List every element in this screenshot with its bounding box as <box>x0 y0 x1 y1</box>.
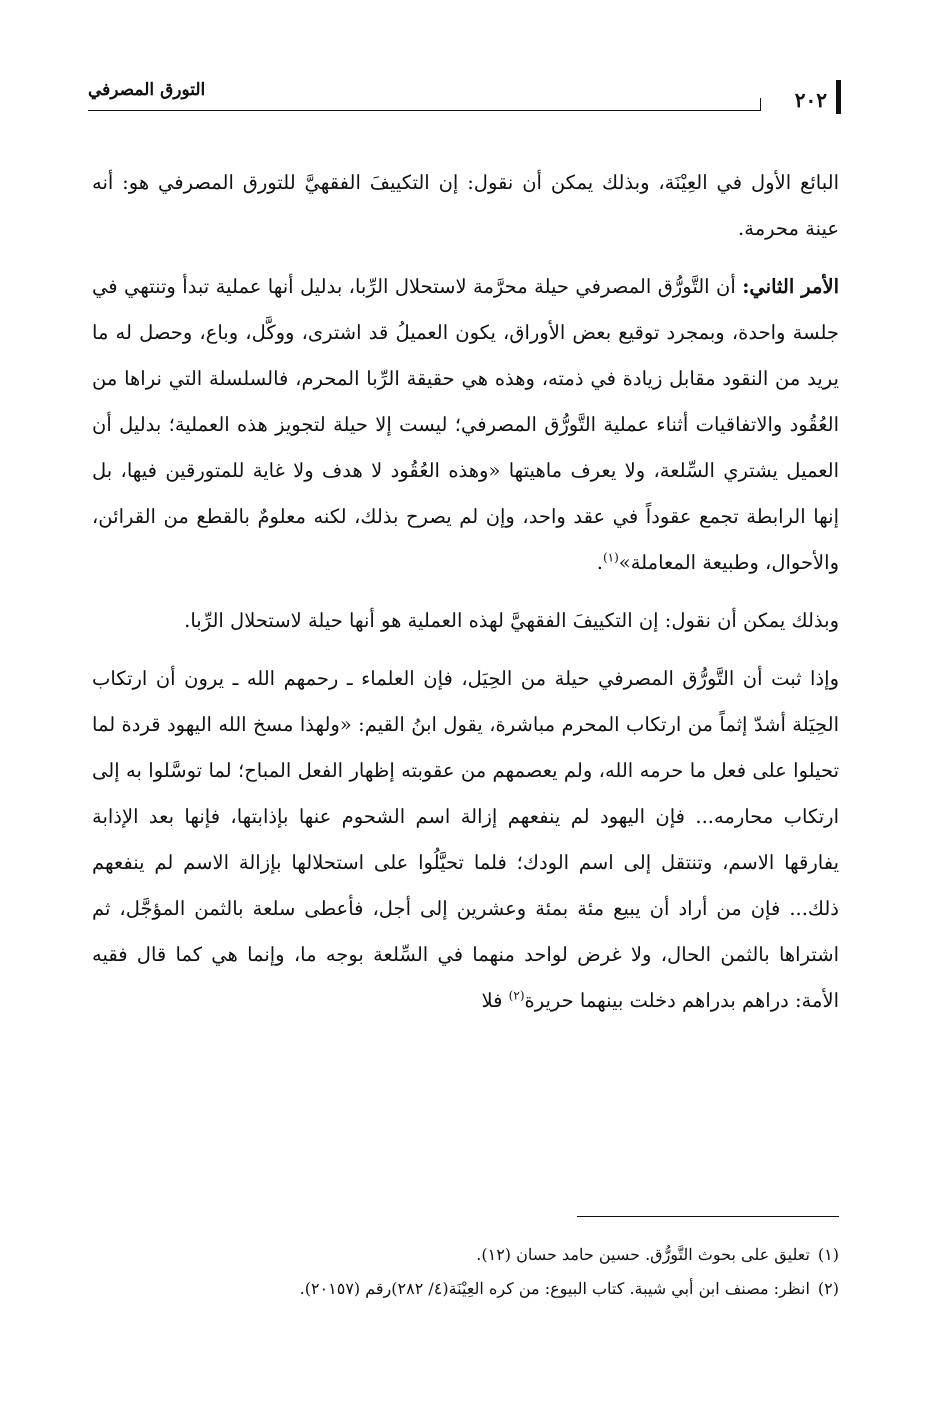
footnote-number: (٢) <box>817 1279 839 1298</box>
paragraph-4-text: وإذا ثبت أن التَّورُّق المصرفي حيلة من الحِيَل، فإن العلماء ـ رحمهم الله ـ يرون أن ارتكاب الحِيَلة أشدّ إثماً من ارتكاب المحرم مباشرة، يقول ابنُ القيم: «ولهذا مسخ الله اليهود قردة لما تحيلوا على فعل ما حرمه الله، ولم يعصمهم من عقوبته إظهار الفعل المباح؛ لما توسَّلوا به إلى ارتكاب محارمه... فإن اليهود لم ينفعهم إزالة اسم الشحوم عنها بإذابتها، فإنها بعد الإذابة يفارقها الاسم، وتنتقل إلى اسم الودك؛ فلما تحيَّلُوا على استحلالها بإزالة الاسم لم ينفعهم ذلك... فإن من أراد أن يبيع مئة بمئة وعشرين إلى أجل، فأعطى سلعة بالثمن المؤجَّل، ثم اشتراها بالثمن الحال، ولا غرض لواحد منهما في السِّلعة بوجه ما، وإنما هي كما قال فقيه الأمة: دراهم بدراهم دخلت بينهما حريرة <box>92 667 839 1012</box>
paragraph-2-heading: الأمر الثاني: <box>742 275 840 298</box>
footnote-separator <box>577 1216 839 1217</box>
footnote-text: تعليق على بحوث التَّورُّق. حسين حامد حسان (١٢). <box>476 1245 810 1264</box>
footnote-ref-1: (١) <box>602 550 619 565</box>
body-text <box>92 160 839 1036</box>
header-rule-tick <box>760 98 761 111</box>
paragraph-2-end: . <box>596 551 603 574</box>
footnote-number: (١) <box>817 1245 839 1264</box>
page-number-bar <box>836 80 841 114</box>
paragraph-4 <box>92 656 839 1024</box>
header-rule <box>88 110 761 111</box>
page-number: ٢٠٢ <box>794 88 827 112</box>
paragraph-4-end: فلا <box>481 989 509 1012</box>
paragraph-1: البائع الأول في العِيْنَة، وبذلك يمكن أن نقول: إن التكييفَ الفقهيَّ للتورق المصرفي هو: أنه عينة محرمة. <box>92 171 839 240</box>
paragraph-2-text: أن التَّورُّق المصرفي حيلة محرَّمة لاستحلال الرِّبا، بدليل أنها عملية تبدأ وتنتهي في جلسة واحدة، وبمجرد توقيع بعض الأوراق، يكون العميلُ قد اشترى، ووكَّل، وباع، وحصل له ما يريد من النقود مقابل زيادة في ذمته، وهذه هي حقيقة الرِّبا المحرم، فالسلسلة التي نراها من العُقُود والاتفاقيات أثناء عملية التَّورُّق المصرفي؛ ليست إلا حيلة لتجويز هذه العملية؛ بدليل أن العميل يشتري السِّلعة، ولا يعرف ماهيتها «وهذه العُقُود لا هدف ولا غاية للمتورقين فيها، بل إنها الرابطة تجمع عقوداً في عقد واحد، وإن لم يصرح بذلك، لكنه معلومٌ بالقطع من القرائن، والأحوال، وطبيعة المعاملة» <box>92 275 839 574</box>
running-title: التورق المصرفي <box>88 80 206 100</box>
footnote-2 <box>92 1272 839 1306</box>
footnote-text: انظر: مصنف ابن أبي شيبة. كتاب البيوع: من كره العِيْنَة(٤/ ٢٨٢)رقم (٢٠١٥٧). <box>299 1279 810 1298</box>
footnote-ref-2: (٢) <box>508 988 525 1003</box>
footnotes <box>92 1238 839 1306</box>
page-header <box>88 80 841 114</box>
paragraph-2 <box>92 264 839 586</box>
footnote-1 <box>92 1238 839 1272</box>
paragraph-3: وبذلك يمكن أن نقول: إن التكييفَ الفقهيَّ لهذه العملية هو أنها حيلة لاستحلال الرِّبا. <box>184 609 839 632</box>
